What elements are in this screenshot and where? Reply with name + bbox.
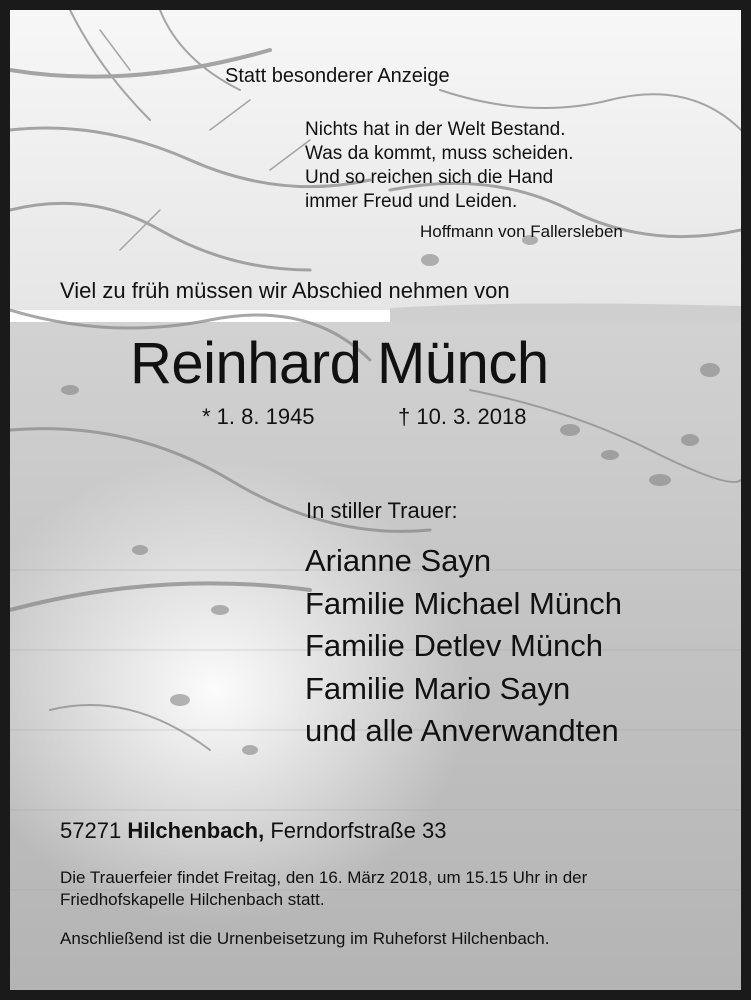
- poem-line: immer Freud und Leiden.: [305, 191, 518, 212]
- street: Ferndorfstraße 33: [270, 818, 447, 843]
- deceased-name: Reinhard Münch: [130, 331, 549, 396]
- death-date: † 10. 3. 2018: [398, 404, 527, 429]
- poem-author: Hoffmann von Fallersleben: [420, 222, 623, 241]
- mourner: und alle Anverwandten: [305, 713, 619, 748]
- poem: [305, 118, 574, 214]
- funeral-line: Die Trauerfeier findet Freitag, den 16. März 2018, um 15.15 Uhr in der: [60, 868, 588, 887]
- city: Hilchenbach,: [127, 818, 265, 843]
- mourners-list: [305, 540, 622, 753]
- urn-burial-info: Anschließend ist die Urnenbeisetzung im Ruheforst Hilchenbach.: [60, 929, 550, 948]
- mourner: Familie Detlev Münch: [305, 628, 604, 663]
- notice-header: Statt besonderer Anzeige: [225, 65, 450, 87]
- mourner: Arianne Sayn: [305, 543, 492, 578]
- poem-line: Nichts hat in der Welt Bestand.: [305, 119, 566, 140]
- mourner: Familie Michael Münch: [305, 585, 622, 621]
- poem-line: Und so reichen sich die Hand: [305, 167, 554, 188]
- address: [60, 818, 446, 844]
- mourner: Familie Mario Sayn: [305, 670, 571, 706]
- intro-text: Viel zu früh müssen wir Abschied nehmen von: [60, 278, 510, 303]
- birth-date: * 1. 8. 1945: [202, 404, 315, 429]
- poem-line: Was da kommt, muss scheiden.: [305, 143, 574, 164]
- mourning-label: In stiller Trauer:: [306, 498, 458, 523]
- postal-code: 57271: [60, 818, 122, 843]
- funeral-info: [60, 867, 587, 911]
- funeral-line: Friedhofskapelle Hilchenbach statt.: [60, 890, 325, 909]
